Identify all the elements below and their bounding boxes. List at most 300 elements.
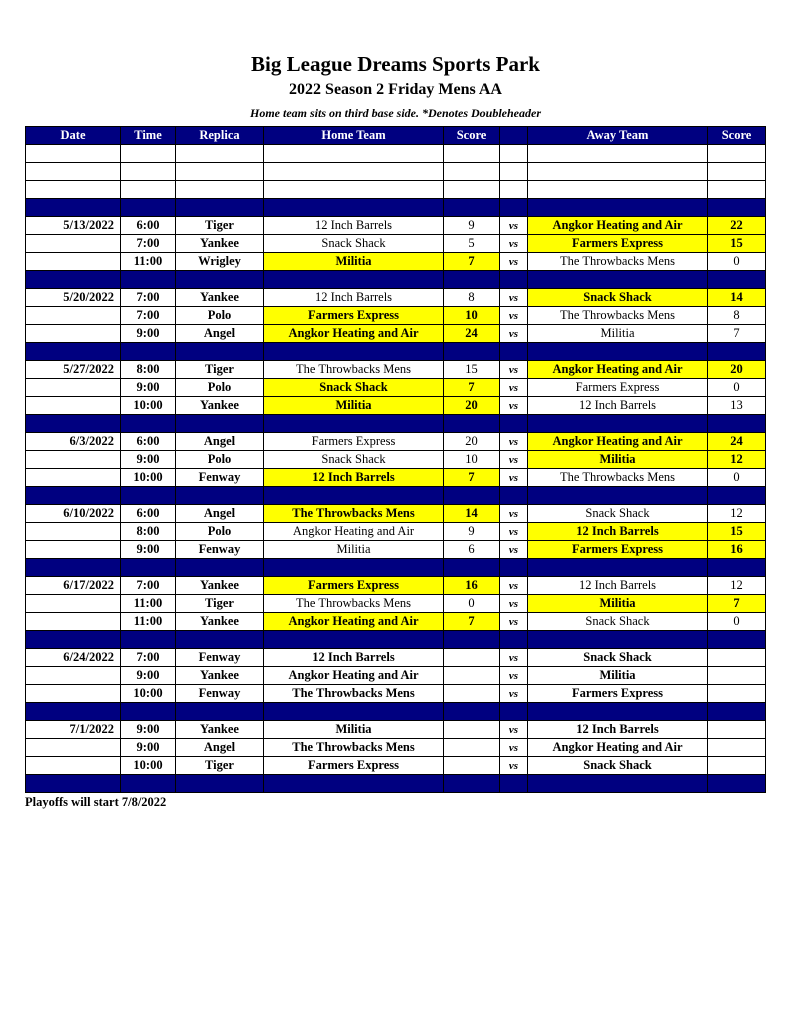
separator-cell — [264, 631, 444, 649]
game-row — [26, 433, 766, 451]
home-score — [444, 649, 500, 667]
separator-cell — [176, 631, 264, 649]
game-row — [26, 757, 766, 775]
game-date — [26, 541, 121, 559]
away-score: 0 — [708, 379, 766, 397]
game-field: Yankee — [176, 613, 264, 631]
home-score — [444, 757, 500, 775]
vs-label: vs — [500, 253, 528, 271]
separator-cell — [26, 199, 121, 217]
game-date — [26, 325, 121, 343]
away-team: 12 Inch Barrels — [528, 523, 708, 541]
home-team: The Throwbacks Mens — [264, 739, 444, 757]
separator-cell — [708, 703, 766, 721]
game-field: Fenway — [176, 649, 264, 667]
separator-cell — [500, 343, 528, 361]
away-team: Snack Shack — [528, 613, 708, 631]
week-separator-row — [26, 559, 766, 577]
blank-cell — [26, 181, 121, 199]
game-row — [26, 613, 766, 631]
schedule-table — [25, 126, 766, 793]
away-score: 0 — [708, 613, 766, 631]
week-separator-row — [26, 703, 766, 721]
home-score — [444, 685, 500, 703]
separator-cell — [264, 775, 444, 793]
game-time: 7:00 — [121, 649, 176, 667]
vs-label: vs — [500, 397, 528, 415]
away-team: 12 Inch Barrels — [528, 577, 708, 595]
game-row — [26, 307, 766, 325]
separator-cell — [500, 559, 528, 577]
col-header-vs — [500, 127, 528, 145]
game-field: Tiger — [176, 217, 264, 235]
game-time: 7:00 — [121, 235, 176, 253]
separator-cell — [708, 271, 766, 289]
vs-label: vs — [500, 361, 528, 379]
separator-cell — [500, 199, 528, 217]
game-time: 9:00 — [121, 541, 176, 559]
blank-cell — [26, 163, 121, 181]
game-time: 9:00 — [121, 739, 176, 757]
game-time: 9:00 — [121, 451, 176, 469]
game-date: 5/27/2022 — [26, 361, 121, 379]
game-time: 10:00 — [121, 757, 176, 775]
game-field: Yankee — [176, 667, 264, 685]
separator-cell — [444, 775, 500, 793]
home-team: The Throwbacks Mens — [264, 595, 444, 613]
home-score: 0 — [444, 595, 500, 613]
game-date — [26, 451, 121, 469]
away-score: 7 — [708, 595, 766, 613]
game-date — [26, 523, 121, 541]
game-date — [26, 469, 121, 487]
vs-label: vs — [500, 289, 528, 307]
game-time: 9:00 — [121, 667, 176, 685]
blank-cell — [500, 181, 528, 199]
vs-label: vs — [500, 649, 528, 667]
separator-cell — [528, 559, 708, 577]
home-team: Angkor Heating and Air — [264, 325, 444, 343]
separator-cell — [264, 199, 444, 217]
vs-label: vs — [500, 541, 528, 559]
separator-cell — [444, 343, 500, 361]
separator-cell — [528, 199, 708, 217]
schedule-note: Home team sits on third base side. *Denotes Doubleheader — [250, 106, 541, 120]
game-row — [26, 595, 766, 613]
game-field: Yankee — [176, 289, 264, 307]
blank-cell — [176, 181, 264, 199]
separator-cell — [176, 775, 264, 793]
game-field: Fenway — [176, 541, 264, 559]
home-team: Militia — [264, 721, 444, 739]
separator-cell — [121, 775, 176, 793]
separator-cell — [528, 775, 708, 793]
away-team: Snack Shack — [528, 757, 708, 775]
game-time: 6:00 — [121, 217, 176, 235]
home-team: Farmers Express — [264, 433, 444, 451]
game-row — [26, 235, 766, 253]
home-score: 20 — [444, 397, 500, 415]
game-date — [26, 613, 121, 631]
game-date: 5/13/2022 — [26, 217, 121, 235]
game-field: Angel — [176, 505, 264, 523]
game-field: Yankee — [176, 577, 264, 595]
game-time: 6:00 — [121, 433, 176, 451]
separator-cell — [26, 343, 121, 361]
away-team: Snack Shack — [528, 289, 708, 307]
away-score: 0 — [708, 469, 766, 487]
game-row — [26, 253, 766, 271]
separator-cell — [176, 559, 264, 577]
away-score: 8 — [708, 307, 766, 325]
game-date: 6/3/2022 — [26, 433, 121, 451]
game-time: 11:00 — [121, 595, 176, 613]
away-team: Militia — [528, 451, 708, 469]
separator-cell — [264, 415, 444, 433]
separator-cell — [121, 199, 176, 217]
col-header-home-score: Score — [444, 127, 500, 145]
col-header-time: Time — [121, 127, 176, 145]
separator-cell — [121, 631, 176, 649]
home-score: 15 — [444, 361, 500, 379]
home-score: 7 — [444, 469, 500, 487]
separator-cell — [500, 703, 528, 721]
week-separator-row — [26, 775, 766, 793]
separator-cell — [708, 775, 766, 793]
game-row — [26, 523, 766, 541]
home-score: 7 — [444, 379, 500, 397]
game-date — [26, 307, 121, 325]
separator-cell — [708, 487, 766, 505]
home-team: The Throwbacks Mens — [264, 685, 444, 703]
game-date — [26, 757, 121, 775]
separator-cell — [444, 199, 500, 217]
vs-label: vs — [500, 325, 528, 343]
blank-cell — [264, 145, 444, 163]
separator-cell — [444, 559, 500, 577]
game-field: Polo — [176, 451, 264, 469]
game-field: Yankee — [176, 397, 264, 415]
away-team: Snack Shack — [528, 505, 708, 523]
game-row — [26, 451, 766, 469]
table-header-row — [26, 127, 766, 145]
away-team: Snack Shack — [528, 649, 708, 667]
away-score: 22 — [708, 217, 766, 235]
home-score — [444, 667, 500, 685]
home-score — [444, 739, 500, 757]
away-score: 12 — [708, 505, 766, 523]
game-date — [26, 253, 121, 271]
vs-label: vs — [500, 379, 528, 397]
vs-label: vs — [500, 595, 528, 613]
home-team: The Throwbacks Mens — [264, 505, 444, 523]
separator-cell — [528, 487, 708, 505]
game-field: Wrigley — [176, 253, 264, 271]
game-date — [26, 739, 121, 757]
game-field: Yankee — [176, 235, 264, 253]
away-score: 13 — [708, 397, 766, 415]
separator-cell — [500, 271, 528, 289]
separator-cell — [121, 559, 176, 577]
game-row — [26, 397, 766, 415]
home-team: Farmers Express — [264, 307, 444, 325]
home-team: Militia — [264, 541, 444, 559]
game-time: 6:00 — [121, 505, 176, 523]
separator-cell — [444, 487, 500, 505]
home-team: 12 Inch Barrels — [264, 217, 444, 235]
vs-label: vs — [500, 613, 528, 631]
away-team: Angkor Heating and Air — [528, 433, 708, 451]
game-row — [26, 469, 766, 487]
away-score: 12 — [708, 577, 766, 595]
separator-cell — [444, 271, 500, 289]
game-time: 7:00 — [121, 289, 176, 307]
away-team: Angkor Heating and Air — [528, 217, 708, 235]
week-separator-row — [26, 343, 766, 361]
week-separator-row — [26, 415, 766, 433]
game-field: Polo — [176, 379, 264, 397]
col-header-date: Date — [26, 127, 121, 145]
away-score — [708, 685, 766, 703]
blank-cell — [500, 145, 528, 163]
col-header-away-score: Score — [708, 127, 766, 145]
separator-cell — [264, 703, 444, 721]
home-score: 8 — [444, 289, 500, 307]
separator-cell — [176, 703, 264, 721]
away-score — [708, 667, 766, 685]
week-separator-row — [26, 271, 766, 289]
blank-cell — [121, 163, 176, 181]
away-score — [708, 721, 766, 739]
vs-label: vs — [500, 667, 528, 685]
separator-cell — [444, 631, 500, 649]
schedule-body — [26, 145, 766, 793]
week-separator-row — [26, 631, 766, 649]
separator-cell — [500, 415, 528, 433]
game-row — [26, 217, 766, 235]
col-header-replica: Replica — [176, 127, 264, 145]
away-team: Farmers Express — [528, 685, 708, 703]
home-team: 12 Inch Barrels — [264, 649, 444, 667]
home-team: Farmers Express — [264, 757, 444, 775]
game-date — [26, 667, 121, 685]
separator-cell — [708, 559, 766, 577]
home-team: Angkor Heating and Air — [264, 613, 444, 631]
game-row — [26, 325, 766, 343]
home-team: The Throwbacks Mens — [264, 361, 444, 379]
game-field: Polo — [176, 307, 264, 325]
separator-cell — [176, 415, 264, 433]
blank-cell — [176, 145, 264, 163]
separator-cell — [528, 343, 708, 361]
blank-cell — [26, 145, 121, 163]
away-team: Militia — [528, 325, 708, 343]
week-separator-row — [26, 199, 766, 217]
game-row — [26, 649, 766, 667]
home-score: 7 — [444, 253, 500, 271]
vs-label: vs — [500, 235, 528, 253]
away-score: 15 — [708, 523, 766, 541]
game-field: Tiger — [176, 595, 264, 613]
game-date: 6/10/2022 — [26, 505, 121, 523]
home-team: Angkor Heating and Air — [264, 667, 444, 685]
away-team: 12 Inch Barrels — [528, 397, 708, 415]
blank-cell — [708, 145, 766, 163]
home-score: 10 — [444, 307, 500, 325]
separator-cell — [500, 631, 528, 649]
vs-label: vs — [500, 721, 528, 739]
away-team: Militia — [528, 667, 708, 685]
game-date — [26, 235, 121, 253]
away-score: 0 — [708, 253, 766, 271]
separator-cell — [121, 487, 176, 505]
blank-row — [26, 145, 766, 163]
game-time: 7:00 — [121, 307, 176, 325]
separator-cell — [26, 775, 121, 793]
blank-cell — [444, 145, 500, 163]
away-team: Farmers Express — [528, 541, 708, 559]
separator-cell — [26, 559, 121, 577]
home-score: 16 — [444, 577, 500, 595]
separator-cell — [708, 199, 766, 217]
game-row — [26, 289, 766, 307]
vs-label: vs — [500, 469, 528, 487]
game-time: 11:00 — [121, 613, 176, 631]
game-row — [26, 361, 766, 379]
separator-cell — [264, 487, 444, 505]
home-team: 12 Inch Barrels — [264, 469, 444, 487]
home-score: 14 — [444, 505, 500, 523]
away-team: Farmers Express — [528, 235, 708, 253]
separator-cell — [264, 559, 444, 577]
away-team: 12 Inch Barrels — [528, 721, 708, 739]
separator-cell — [444, 703, 500, 721]
away-score: 12 — [708, 451, 766, 469]
separator-cell — [528, 631, 708, 649]
separator-cell — [176, 199, 264, 217]
home-team: Snack Shack — [264, 379, 444, 397]
home-score: 6 — [444, 541, 500, 559]
home-score — [444, 721, 500, 739]
separator-cell — [500, 487, 528, 505]
vs-label: vs — [500, 577, 528, 595]
away-score: 7 — [708, 325, 766, 343]
game-row — [26, 541, 766, 559]
game-field: Polo — [176, 523, 264, 541]
game-time: 8:00 — [121, 361, 176, 379]
game-field: Tiger — [176, 361, 264, 379]
game-date — [26, 685, 121, 703]
separator-cell — [26, 271, 121, 289]
blank-cell — [264, 181, 444, 199]
game-date — [26, 379, 121, 397]
blank-cell — [528, 145, 708, 163]
page-title: Big League Dreams Sports Park — [251, 52, 540, 76]
separator-cell — [708, 631, 766, 649]
vs-label: vs — [500, 685, 528, 703]
home-team: 12 Inch Barrels — [264, 289, 444, 307]
home-team: Militia — [264, 397, 444, 415]
away-score: 15 — [708, 235, 766, 253]
home-team: Angkor Heating and Air — [264, 523, 444, 541]
vs-label: vs — [500, 433, 528, 451]
blank-row — [26, 163, 766, 181]
separator-cell — [176, 487, 264, 505]
separator-cell — [176, 343, 264, 361]
separator-cell — [264, 271, 444, 289]
vs-label: vs — [500, 451, 528, 469]
blank-cell — [500, 163, 528, 181]
playoffs-note: Playoffs will start 7/8/2022 — [25, 795, 167, 809]
separator-cell — [528, 271, 708, 289]
separator-cell — [121, 415, 176, 433]
blank-cell — [708, 163, 766, 181]
game-row — [26, 739, 766, 757]
blank-row — [26, 181, 766, 199]
away-score: 14 — [708, 289, 766, 307]
game-time: 9:00 — [121, 721, 176, 739]
game-time: 10:00 — [121, 397, 176, 415]
away-score: 16 — [708, 541, 766, 559]
game-time: 11:00 — [121, 253, 176, 271]
separator-cell — [444, 415, 500, 433]
away-score — [708, 649, 766, 667]
game-time: 9:00 — [121, 325, 176, 343]
game-time: 7:00 — [121, 577, 176, 595]
game-field: Yankee — [176, 721, 264, 739]
game-field: Angel — [176, 325, 264, 343]
game-time: 10:00 — [121, 469, 176, 487]
vs-label: vs — [500, 739, 528, 757]
vs-label: vs — [500, 757, 528, 775]
game-row — [26, 577, 766, 595]
game-date: 7/1/2022 — [26, 721, 121, 739]
blank-cell — [121, 145, 176, 163]
vs-label: vs — [500, 523, 528, 541]
week-separator-row — [26, 487, 766, 505]
home-score: 24 — [444, 325, 500, 343]
blank-cell — [528, 181, 708, 199]
blank-cell — [264, 163, 444, 181]
separator-cell — [500, 775, 528, 793]
blank-cell — [528, 163, 708, 181]
col-header-home-team: Home Team — [264, 127, 444, 145]
game-time: 10:00 — [121, 685, 176, 703]
away-score: 20 — [708, 361, 766, 379]
separator-cell — [26, 487, 121, 505]
away-score: 24 — [708, 433, 766, 451]
away-team: The Throwbacks Mens — [528, 469, 708, 487]
game-field: Fenway — [176, 685, 264, 703]
game-field: Angel — [176, 433, 264, 451]
game-time: 9:00 — [121, 379, 176, 397]
game-row — [26, 379, 766, 397]
game-date — [26, 397, 121, 415]
separator-cell — [528, 703, 708, 721]
game-field: Angel — [176, 739, 264, 757]
home-team: Snack Shack — [264, 451, 444, 469]
game-row — [26, 721, 766, 739]
home-team: Snack Shack — [264, 235, 444, 253]
game-row — [26, 685, 766, 703]
separator-cell — [264, 343, 444, 361]
separator-cell — [708, 343, 766, 361]
away-team: Militia — [528, 595, 708, 613]
vs-label: vs — [500, 505, 528, 523]
home-score: 20 — [444, 433, 500, 451]
home-score: 9 — [444, 217, 500, 235]
away-team: The Throwbacks Mens — [528, 307, 708, 325]
